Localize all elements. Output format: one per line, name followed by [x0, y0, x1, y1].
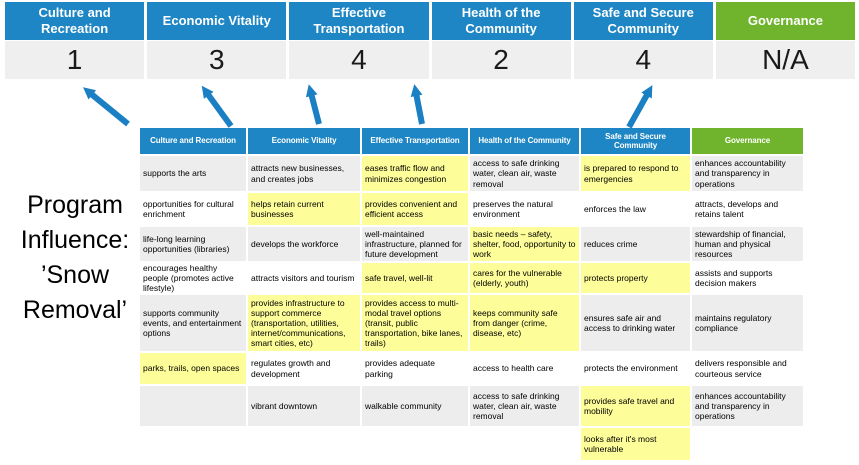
matrix-cell: regulates growth and development: [248, 353, 360, 384]
arrow-up-icon: [629, 93, 648, 127]
summary-header-safe-secure-community: Safe and Secure Community: [574, 2, 713, 40]
matrix-header-cell: Effective Transportation: [362, 128, 468, 154]
matrix-cell: [140, 386, 246, 426]
matrix-cell: is prepared to respond to emergencies: [581, 156, 690, 191]
arrow-up-icon: [416, 93, 422, 124]
matrix-cell: reduces crime: [581, 227, 690, 261]
matrix-header-cell: Safe and Secure Community: [581, 128, 690, 154]
arrow-up-icon: [311, 93, 319, 124]
matrix-cell: cares for the vulnerable (elderly, youth): [470, 263, 579, 293]
matrix-header-cell: Economic Vitality: [248, 128, 360, 154]
matrix-cell: maintains regulatory compliance: [692, 295, 803, 351]
matrix-cell: walkable community: [362, 386, 468, 426]
matrix-cell: develops the workforce: [248, 227, 360, 261]
matrix-cell: provides infrastructure to support commerce (transportation, utilities, internet/communications, smart cities, etc): [248, 295, 360, 351]
matrix-cell: helps retain current businesses: [248, 193, 360, 225]
matrix-cell: attracts new businesses, and creates jobs: [248, 156, 360, 191]
matrix-cell: enforces the law: [581, 193, 690, 225]
matrix-cell: enhances accountability and transparency in operations: [692, 386, 803, 426]
summary-header-culture-recreation: Culture and Recreation: [5, 2, 144, 40]
matrix-cell: enhances accountability and transparency in operations: [692, 156, 803, 191]
matrix-cell: attracts visitors and tourism: [248, 263, 360, 293]
matrix-cell: provides adequate parking: [362, 353, 468, 384]
matrix-cell: encourages healthy people (promotes active lifestyle): [140, 263, 246, 293]
page-title-line: Removal’: [22, 296, 128, 324]
arrow-up-icon: [90, 93, 128, 124]
matrix-cell: keeps community safe from danger (crime, disease, etc): [470, 295, 579, 351]
page-title-line: Influence:: [20, 226, 130, 254]
summary-header-health-community: Health of the Community: [432, 2, 571, 40]
matrix-header-cell: Culture and Recreation: [140, 128, 246, 154]
matrix-cell: ensures safe air and access to drinking water: [581, 295, 690, 351]
score-health-community: 2: [432, 41, 571, 79]
matrix-cell: opportunities for cultural enrichment: [140, 193, 246, 225]
matrix-cell: looks after it's most vulnerable: [581, 428, 690, 460]
score-effective-transportation: 4: [289, 41, 428, 79]
summary-header-effective-transportation: Effective Transportation: [289, 2, 428, 40]
matrix-cell: protects property: [581, 263, 690, 293]
page-title-line: Program: [27, 191, 123, 219]
matrix-header-cell: Governance: [692, 128, 803, 154]
matrix-cell: supports the arts: [140, 156, 246, 191]
page-title-line: ’Snow: [40, 261, 110, 289]
score-safe-secure-community: 4: [574, 41, 713, 79]
page-title: [0, 188, 150, 328]
matrix-cell: supports community events, and entertainment options: [140, 295, 246, 351]
matrix-cell: provides convenient and efficient access: [362, 193, 468, 225]
matrix-header-cell: Health of the Community: [470, 128, 579, 154]
score-governance: N/A: [716, 41, 855, 79]
matrix-cell: [248, 428, 360, 460]
matrix-cell: basic needs – safety, shelter, food, opportunity to work: [470, 227, 579, 261]
matrix-cell: delivers responsible and courteous service: [692, 353, 803, 384]
matrix-cell: [470, 428, 579, 460]
matrix-cell: provides access to multi-modal travel options (transit, public transportation, bike lanes, trails): [362, 295, 468, 351]
matrix-cell: [140, 428, 246, 460]
arrow-up-icon: [207, 93, 231, 126]
matrix-cell: safe travel, well-lit: [362, 263, 468, 293]
score-economic-vitality: 3: [147, 41, 286, 79]
matrix-cell: eases traffic flow and minimizes congestion: [362, 156, 468, 191]
matrix-cell: parks, trails, open spaces: [140, 353, 246, 384]
matrix-cell: preserves the natural environment: [470, 193, 579, 225]
matrix-cell: [362, 428, 468, 460]
matrix-cell: [692, 428, 803, 460]
score-culture-recreation: 1: [5, 41, 144, 79]
matrix-cell: protects the environment: [581, 353, 690, 384]
matrix-cell: access to health care: [470, 353, 579, 384]
matrix-cell: assists and supports decision makers: [692, 263, 803, 293]
matrix-cell: provides safe travel and mobility: [581, 386, 690, 426]
matrix: [140, 128, 803, 460]
summary-header-economic-vitality: Economic Vitality: [147, 2, 286, 40]
matrix-cell: stewardship of financial, human and physical resources: [692, 227, 803, 261]
matrix-cell: access to safe drinking water, clean air, waste removal: [470, 156, 579, 191]
matrix-cell: well-maintained infrastructure, planned for future development: [362, 227, 468, 261]
matrix-cell: vibrant downtown: [248, 386, 360, 426]
matrix-cell: attracts, develops and retains talent: [692, 193, 803, 225]
matrix-cell: access to safe drinking water, clean air, waste removal: [470, 386, 579, 426]
summary-header-governance: Governance: [716, 2, 855, 40]
matrix-cell: life-long learning opportunities (libraries): [140, 227, 246, 261]
